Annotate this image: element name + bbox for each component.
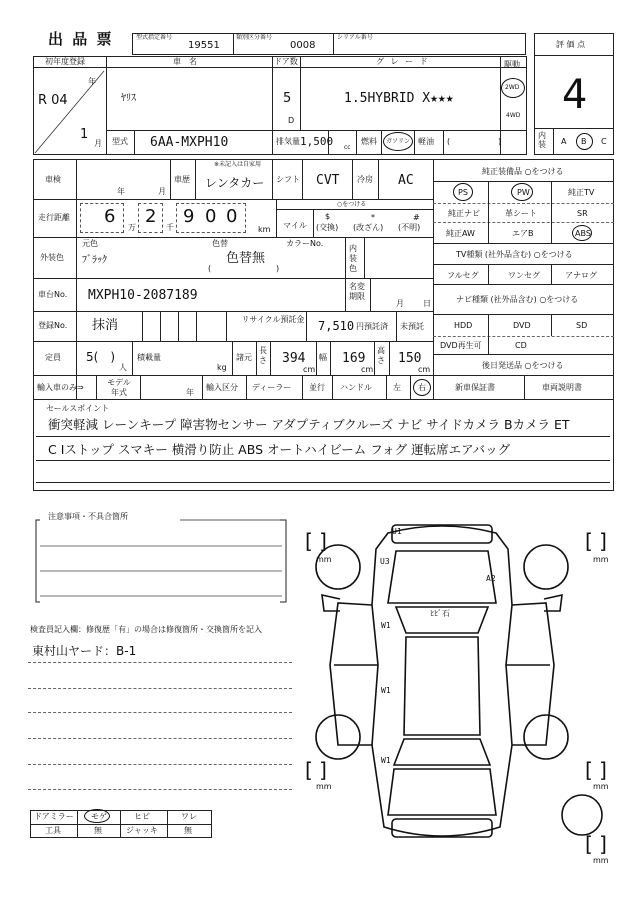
- equipment-title: 純正装備品 ○をつける: [482, 167, 564, 176]
- equip-navi: 純正ナビ: [448, 209, 480, 218]
- dvd-playable: DVD再生可: [440, 341, 482, 350]
- mm-front-left: mm: [316, 555, 332, 564]
- model-year-label: モデル年式: [107, 378, 131, 397]
- handle-label: ハンドル: [340, 383, 372, 392]
- inspector-value: 東村山ヤード：B-1: [32, 644, 137, 658]
- load-unit: kg: [217, 363, 227, 372]
- height-value: 150: [398, 351, 422, 366]
- original-color-value: ﾌﾞﾗｯｸ: [82, 255, 107, 266]
- fuel-gasoline: ガソリン: [386, 138, 411, 145]
- mm-rear-left: mm: [316, 782, 332, 791]
- score-value: 4: [562, 72, 588, 118]
- car-diagram: [300, 515, 620, 875]
- interior-label: 内装: [538, 131, 546, 149]
- mirror-ware: ワレ: [181, 812, 197, 821]
- km-unit: km: [258, 225, 271, 234]
- mileage-sen-unit: 千: [166, 223, 174, 232]
- displacement-label: 排気量: [276, 137, 300, 146]
- equip-airbag: エアB: [512, 229, 534, 238]
- registration-label: 登録No.: [38, 321, 68, 330]
- first-reg-year: R 04: [38, 93, 68, 108]
- delivery-warranty: 新車保証書: [455, 383, 495, 392]
- grade-label: グ レ ー ド: [376, 57, 430, 66]
- length-cm: cm: [303, 365, 316, 374]
- tv-oneseg: ワンセグ: [508, 271, 540, 280]
- dims-label: 諸元: [236, 353, 252, 362]
- history-value: レンタカー: [205, 176, 265, 190]
- doors-type: D: [288, 116, 295, 125]
- damage-u3: U3: [380, 557, 390, 566]
- chassis-label: 車台No.: [38, 290, 68, 299]
- name-change-day: 日: [423, 299, 431, 308]
- recycle-value: 7,510: [318, 319, 355, 333]
- interior-b-circle: [576, 133, 593, 150]
- shift-label: シフト: [276, 175, 300, 184]
- navi-hdd: HDD: [454, 321, 473, 330]
- original-color-label: 元色: [82, 239, 98, 248]
- capacity-value: 5( ): [86, 350, 115, 364]
- bracket-rear-right: [ ]: [585, 758, 607, 782]
- color-change-label: 色替: [212, 239, 228, 248]
- mile-swap-sym: $: [325, 212, 331, 221]
- tv-analog: アナログ: [565, 271, 597, 280]
- width-cm: cm: [361, 365, 374, 374]
- class-value: 0008: [290, 40, 316, 51]
- first-reg-label: 初年度登録: [45, 57, 85, 66]
- handle-right: 右: [418, 383, 426, 392]
- damage-w1-b: W1: [381, 686, 391, 695]
- shift-value: CVT: [316, 173, 340, 188]
- inspection-month-unit: 月: [158, 187, 166, 196]
- mm-rear-right: mm: [593, 782, 609, 791]
- damage-u1: U1: [392, 527, 402, 536]
- delivery-title: 後日発送品 ○をつける: [482, 361, 564, 370]
- length-value: 394: [282, 351, 306, 366]
- class-label: 類別区分番号: [236, 34, 273, 41]
- color-change-value: 色替無: [226, 251, 266, 266]
- mile-unknown-sym: #: [413, 213, 420, 222]
- sales-line-2: C Iストップ スマキー 横滑り防止 ABS オートハイビーム フォグ 運転席エアバッグ: [48, 442, 511, 457]
- capacity-label: 定員: [45, 353, 61, 362]
- doors-value: 5: [283, 91, 292, 106]
- inspection-year-unit: 年: [117, 187, 125, 196]
- month-unit: 月: [94, 139, 102, 148]
- tool-label: 工具: [45, 826, 61, 835]
- navi-dvd: DVD: [513, 321, 531, 330]
- mile-swap-label: (交換): [316, 223, 339, 232]
- color-change-paren-r: ): [276, 264, 280, 273]
- navi-sd: SD: [576, 321, 588, 330]
- caution-frame: [30, 512, 292, 610]
- damage-a2: A2: [486, 574, 496, 583]
- bracket-rear-left: [ ]: [305, 758, 327, 782]
- car-name-value: ﾔﾘｽ: [121, 93, 136, 104]
- interior-a: A: [561, 137, 567, 146]
- interior-color-label: 内装色: [349, 244, 357, 273]
- fuel-gasoline-circle: [383, 132, 413, 151]
- model-cert-label: 型式指定番号: [136, 34, 173, 41]
- damage-w1-a: W1: [381, 621, 391, 630]
- history-note: ※未記入は自家用: [214, 161, 262, 168]
- dealer-label: ディーラー: [252, 383, 292, 392]
- registration-value: 抹消: [92, 318, 119, 333]
- recycle-not: 未預託: [400, 322, 424, 331]
- tv-title: TV種類 (社外品含む) ○をつける: [456, 250, 573, 259]
- capacity-unit: 人: [119, 363, 127, 372]
- sales-label: セールスポイント: [46, 404, 110, 413]
- width-value: 169: [342, 351, 366, 366]
- color-no-label: カラーNo.: [286, 239, 324, 248]
- light-oil-label: 軽油: [418, 137, 434, 146]
- equip-pw: PW: [517, 188, 530, 197]
- car-name-label: 車 名: [173, 57, 197, 66]
- equip-aw: 純正AW: [446, 229, 475, 238]
- mileage-digit-1: 6: [104, 206, 116, 227]
- equip-tv: 純正TV: [568, 188, 595, 197]
- year-unit: 年: [88, 77, 96, 86]
- bracket-spare: [ ]: [585, 832, 607, 856]
- model-year-unit: 年: [186, 388, 194, 397]
- mirror-moge: モゲ: [91, 812, 107, 821]
- mile-label: マイル: [283, 221, 307, 230]
- mile-altered-label: (改ざん): [353, 223, 384, 232]
- equip-abs-circle: [572, 225, 592, 241]
- equip-ps-circle: [453, 183, 473, 201]
- name-change-label: 名変期限: [349, 282, 365, 301]
- equip-pw-circle: [511, 183, 533, 201]
- mileage-digit-3: 9: [183, 206, 195, 227]
- mileage-digit-5: 0: [226, 206, 238, 227]
- mirror-label: ドアミラー: [34, 812, 74, 821]
- history-label: 車歴: [174, 175, 190, 184]
- exterior-label: 外装色: [40, 253, 64, 262]
- fuel-label: 燃料: [361, 137, 377, 146]
- width-label: 幅: [319, 353, 327, 362]
- mile-unknown-label: (不明): [398, 223, 421, 232]
- caution-label: 注意事項・不具合箇所: [48, 512, 128, 521]
- bracket-front-left: [ ]: [305, 529, 327, 553]
- mileage-digit-4: 0: [205, 206, 217, 227]
- equip-ps: PS: [458, 188, 468, 197]
- height-cm: cm: [418, 365, 431, 374]
- interior-c: C: [601, 137, 607, 146]
- equip-leather: 革シート: [505, 209, 537, 218]
- jack-label: ジャッキ: [126, 826, 158, 835]
- load-label: 積載量: [137, 353, 161, 362]
- drive-label: 駆動: [504, 60, 520, 69]
- cc-unit: cc: [344, 144, 351, 151]
- first-reg-month: 1: [80, 127, 89, 142]
- ac-label: 冷房: [357, 175, 373, 184]
- import-label: 輸入車のみ⇒: [37, 383, 84, 392]
- delivery-manual: 車両説明書: [542, 383, 582, 392]
- score-label: 評 価 点: [556, 40, 586, 49]
- handle-left: 左: [393, 383, 401, 392]
- recycle-unit: 円預託済: [356, 322, 388, 331]
- interior-b: B: [581, 137, 587, 146]
- mile-altered-sym: *: [371, 213, 375, 222]
- grade-value: 1.5HYBRID X★★★: [344, 91, 454, 106]
- equip-sr: SR: [577, 209, 588, 218]
- mm-front-right: mm: [593, 555, 609, 564]
- doors-label: ドア数: [274, 57, 298, 66]
- length-label: 長さ: [259, 346, 267, 365]
- model-label: 型式: [112, 137, 128, 146]
- serial-label: シリアル番号: [337, 34, 373, 41]
- form-title: 出 品 票: [48, 30, 114, 48]
- tool-value: 無: [94, 826, 102, 835]
- mileage-label: 走行距離: [38, 213, 70, 222]
- drive-2wd: 2WD: [505, 84, 520, 91]
- chassis-value: MXPH10-2087189: [88, 288, 198, 303]
- mirror-hibi: ヒビ: [134, 812, 150, 821]
- damage-hibiishi: ﾋﾋﾞ石: [430, 609, 450, 618]
- drive-4wd: 4WD: [506, 112, 521, 119]
- mile-circle-note: ○をつける: [337, 201, 367, 208]
- tv-fullseg: フルセグ: [447, 271, 479, 280]
- equip-abs: ABS: [575, 229, 591, 238]
- recycle-label: リサイクル預託金: [241, 315, 305, 324]
- inspection-label: 車検: [45, 175, 61, 184]
- mm-spare: mm: [593, 856, 609, 865]
- parallel-label: 並行: [309, 383, 325, 392]
- bracket-front-right: [ ]: [585, 529, 607, 553]
- mileage-digit-box-1: [80, 203, 124, 233]
- mileage-digit-2: 2: [145, 206, 157, 227]
- jack-value: 無: [184, 826, 192, 835]
- mirror-moge-circle: [84, 809, 110, 823]
- drive-2wd-circle: [501, 78, 525, 98]
- navi-title: ナビ種類 (社外品含む) ○をつける: [456, 295, 579, 304]
- light-oil-paren: ( ): [447, 137, 502, 146]
- sales-line-1: 衝突軽減 レーンキープ 障害物センサー アダプティブクルーズ ナビ サイドカメラ Bカメラ ET: [48, 417, 570, 432]
- model-value: 6AA-MXPH10: [150, 135, 229, 150]
- ac-value: AC: [398, 173, 414, 188]
- mileage-man-unit: 万: [128, 223, 136, 232]
- name-change-month: 月: [396, 299, 404, 308]
- model-cert-value: 19551: [188, 40, 220, 51]
- displacement-value: 1,500: [300, 135, 334, 148]
- import-type-label: 輸入区分: [206, 383, 238, 392]
- height-label: 高さ: [377, 346, 385, 365]
- damage-w1-c: W1: [381, 756, 391, 765]
- handle-right-circle: [413, 379, 431, 396]
- color-change-paren-l: (: [208, 264, 212, 273]
- inspector-label: 検査員記入欄：修復歴「有」の場合は修復箇所・交換箇所を記入: [30, 625, 262, 634]
- dvd-cd: CD: [515, 341, 527, 350]
